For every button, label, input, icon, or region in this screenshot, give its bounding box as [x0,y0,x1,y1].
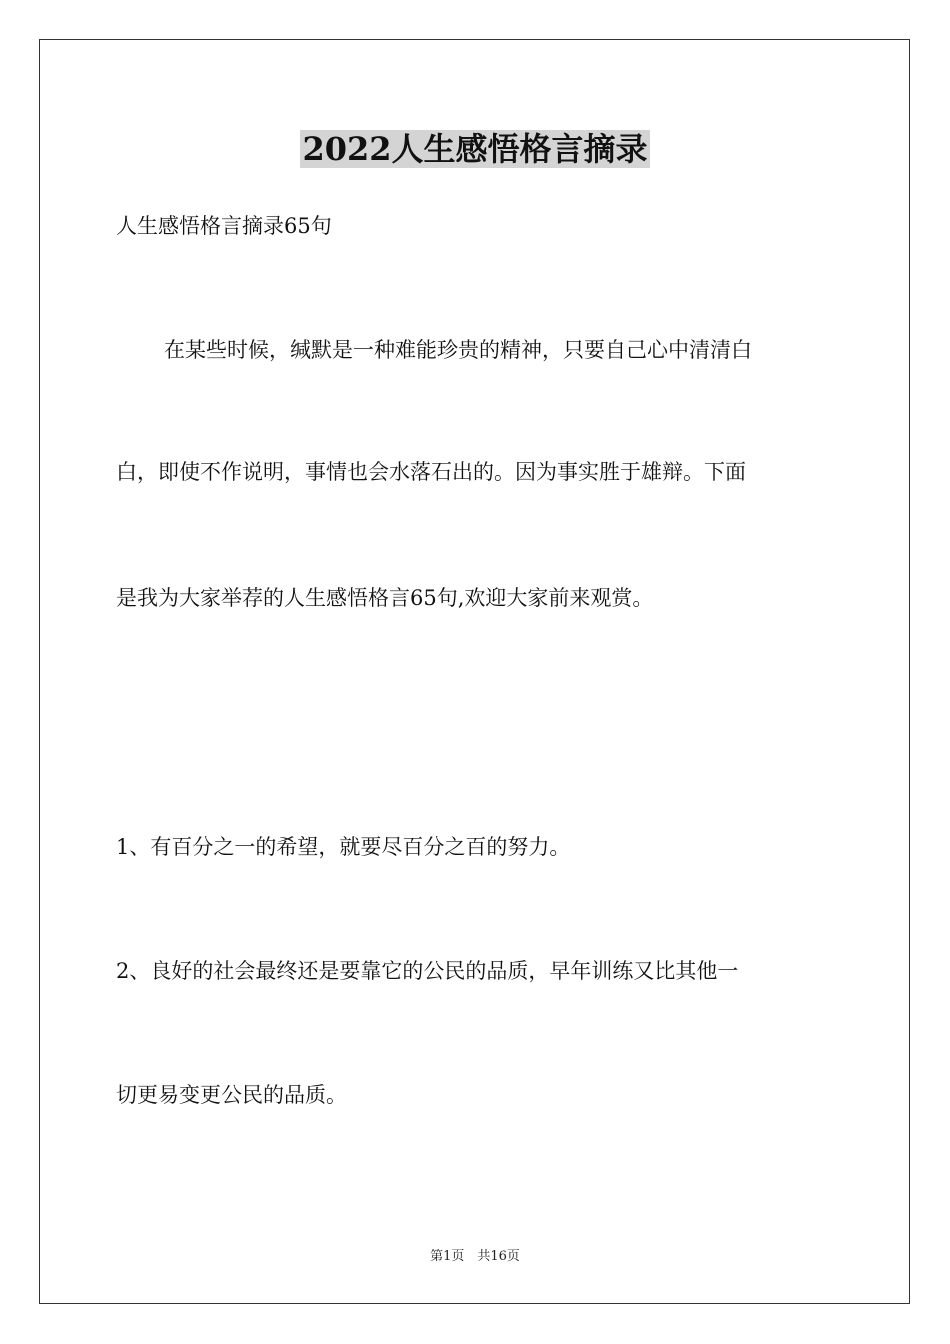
document-subtitle: 人生感悟格言摘录65句 [116,214,332,238]
intro-paragraph-line: 在某些时候，缄默是一种难能珍贵的精神，只要自己心中清清白 [164,338,752,362]
list-item: 2、良好的社会最终还是要靠它的公民的品质，早年训练又比其他一 [116,959,739,983]
page-number: 第1页 共16页 [430,1249,520,1264]
document-title [0,127,950,171]
list-item-continuation: 切更易变更公民的品质。 [116,1083,347,1107]
list-item: 1、有百分之一的希望，就要尽百分之百的努力。 [116,835,571,859]
intro-paragraph-line: 是我为大家举荐的人生感悟格言65句,欢迎大家前来观赏。 [116,586,654,610]
intro-paragraph-line: 白，即使不作说明，事情也会水落石出的。因为事实胜于雄辩。下面 [116,460,746,484]
document-title-text: 2022人生感悟格言摘录 [302,130,648,168]
